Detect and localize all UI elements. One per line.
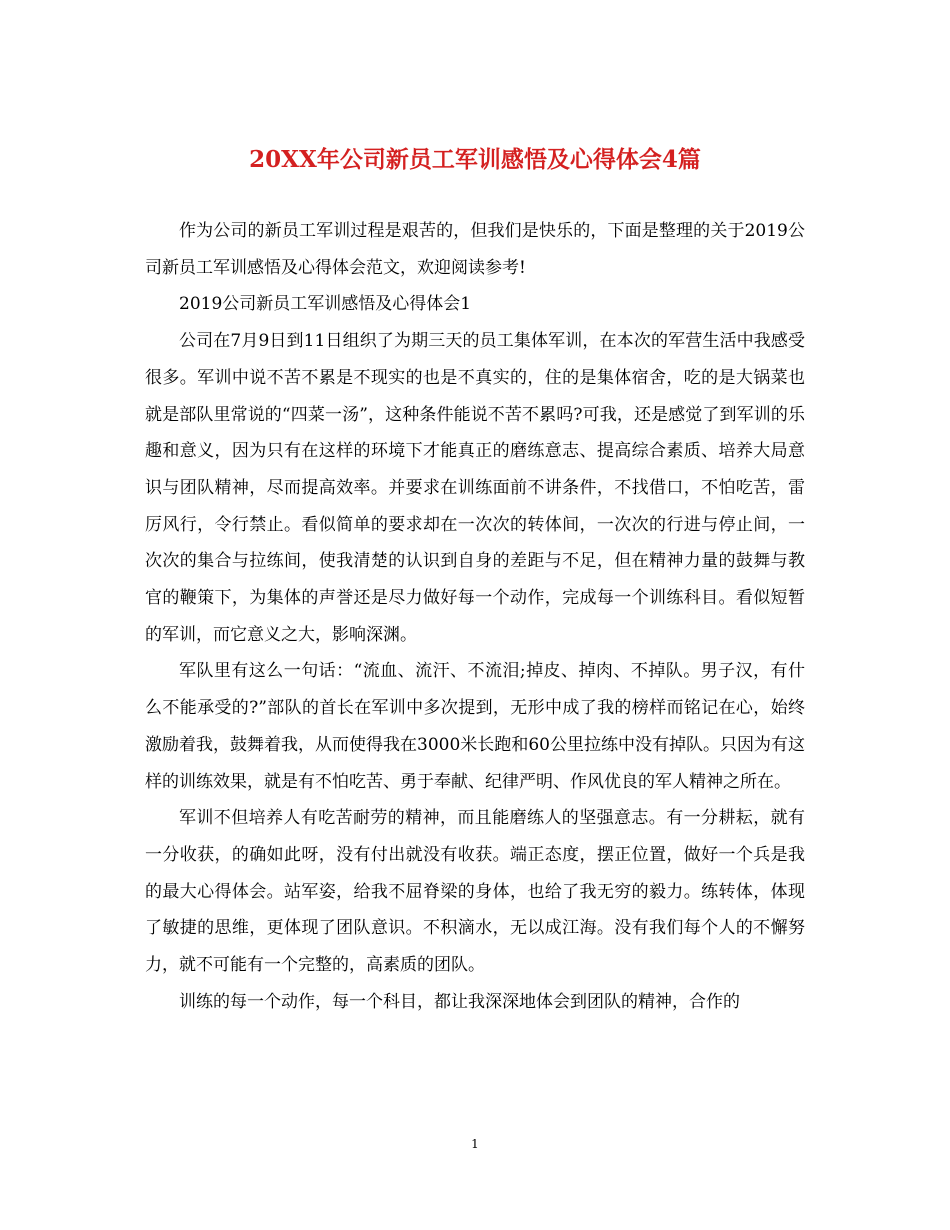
document-body <box>145 213 805 1020</box>
body-paragraph: 军队里有这么一句话：“流血、流汗、不流泪;掉皮、掉肉、不掉队。男子汉，有什么不能承受的?”部队的首长在军训中多次提到，无形中成了我的榜样而铭记在心，始终激励着我，鼓舞着我，从而使得我在3000米长跑和60公里拉练中没有掉队。只因为有这样的训练效果，就是有不怕吃苦、勇于奉献、纪律严明、作风优良的军人精神之所在。 <box>145 661 805 792</box>
intro-paragraph: 作为公司的新员工军训过程是艰苦的，但我们是快乐的，下面是整理的关于2019公司新员工军训感悟及心得体会范文，欢迎阅读参考! <box>145 221 805 278</box>
body-paragraph: 训练的每一个动作，每一个科目，都让我深深地体会到团队的精神，合作的 <box>179 991 740 1012</box>
body-paragraph: 公司在7月9日到11日组织了为期三天的员工集体军训，在本次的军营生活中我感受很多。军训中说不苦不累是不现实的也是不真实的，住的是集体宿舍，吃的是大锅菜也就是部队里常说的“四菜一汤”，这种条件能说不苦不累吗?可我，还是感觉了到军训的乐趣和意义，因为只有在这样的环境下才能真正的磨练意志、提高综合素质、培养大局意识与团队精神，尽而提高效率。并要求在训练面前不讲条件，不找借口，不怕吃苦，雷厉风行，令行禁止。看似简单的要求却在一次次的转体间，一次次的行进与停止间，一次次的集合与拉练间，使我清楚的认识到自身的差距与不足，但在精神力量的鼓舞与教官的鞭策下，为集体的声誉还是尽力做好每一个动作，完成每一个训练科目。看似短暂的军训，而它意义之大，影响深渊。 <box>145 331 805 645</box>
body-paragraph: 军训不但培养人有吃苦耐劳的精神，而且能磨练人的坚强意志。有一分耕耘，就有一分收获，的确如此呀，没有付出就没有收获。端正态度，摆正位置，做好一个兵是我的最大心得体会。站军姿，给我不屈脊梁的身体，也给了我无穷的毅力。练转体，体现了敏捷的思维，更体现了团队意识。不积滴水，无以成江海。没有我们每个人的不懈努力，就不可能有一个完整的，高素质的团队。 <box>145 808 805 976</box>
document-title: 20XX年公司新员工军训感悟及心得体会4篇 <box>249 146 701 173</box>
section-heading: 2019公司新员工军训感悟及心得体会1 <box>179 294 472 315</box>
page-number: 1 <box>471 1137 479 1151</box>
